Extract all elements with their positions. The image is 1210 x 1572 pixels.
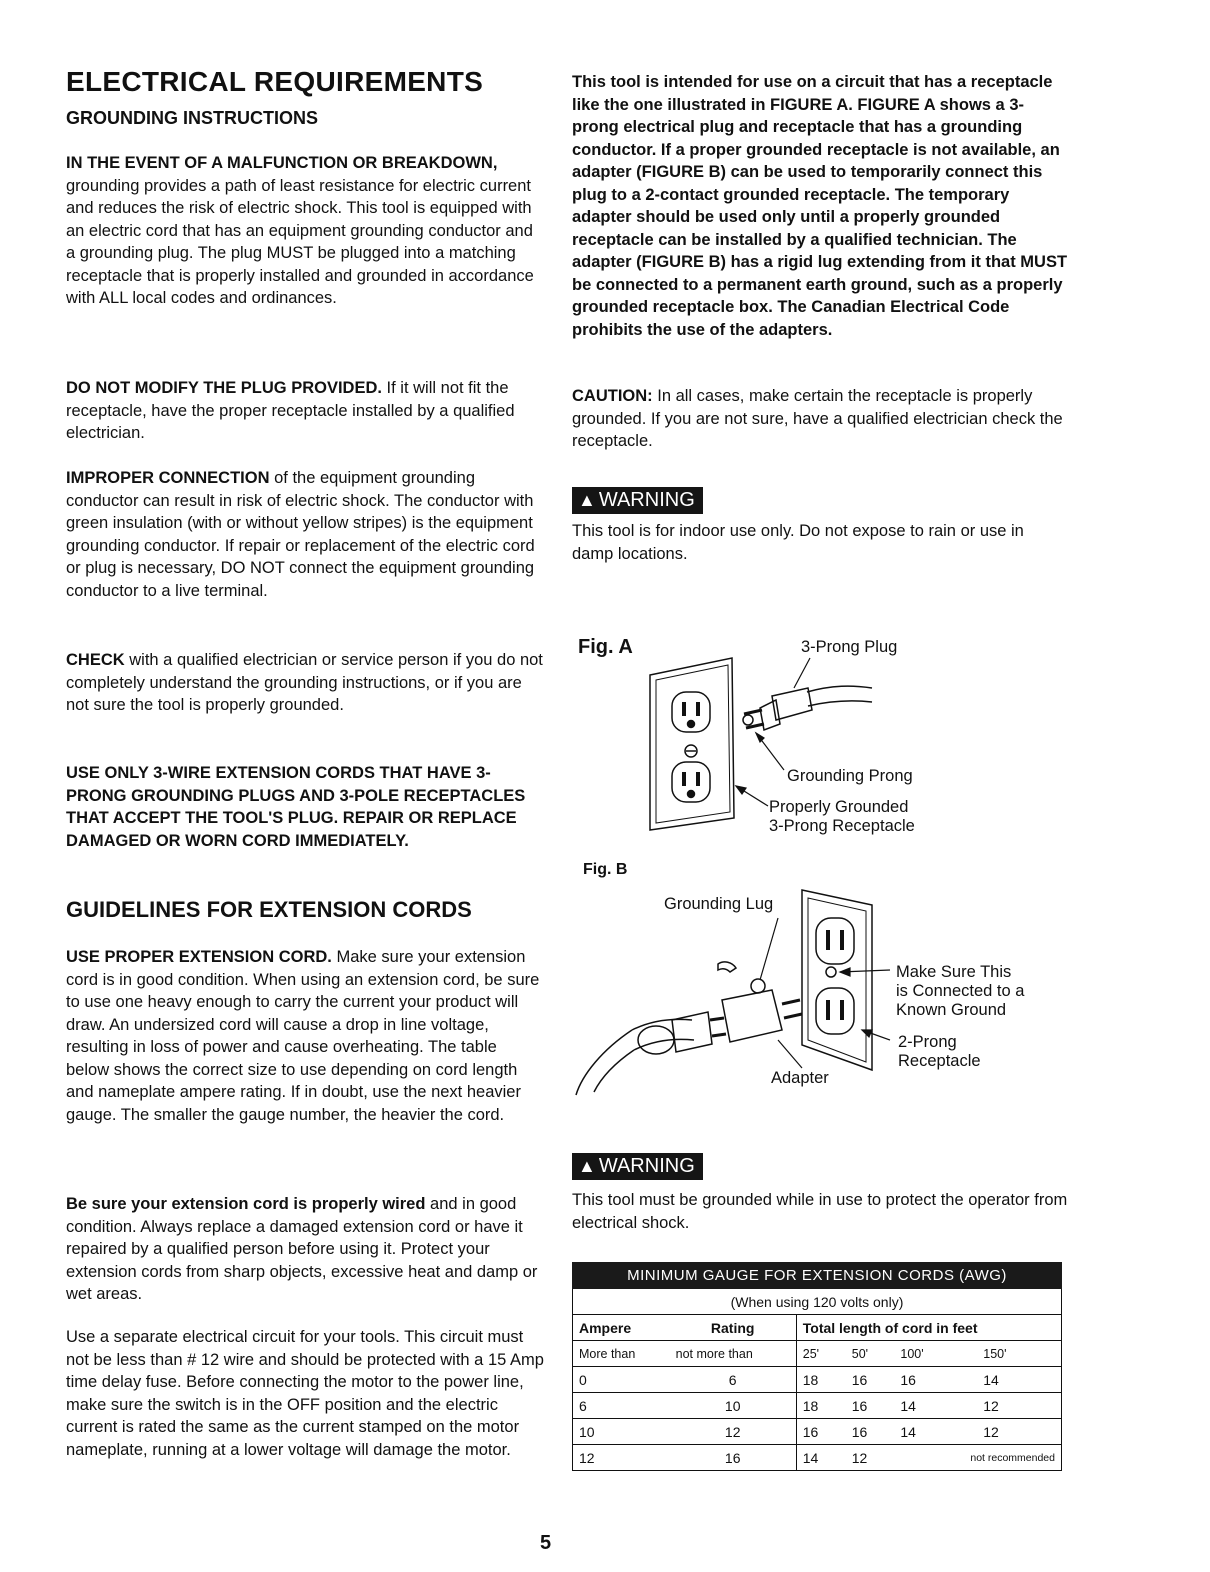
warning-badge-2	[572, 1153, 703, 1180]
malfunction-lead: IN THE EVENT OF A MALFUNCTION OR BREAKDOWN,	[66, 154, 498, 172]
modify-plug-paragraph	[66, 377, 544, 445]
cell-more: 12	[573, 1445, 670, 1471]
warning-label-2: WARNING	[598, 1155, 695, 1177]
two-prong-callout-line2: Receptacle	[898, 1052, 981, 1070]
grounding-prong-callout: Grounding Prong	[787, 767, 913, 785]
header-not-more-than: not more than	[670, 1341, 797, 1367]
header-length-25: 25'	[796, 1341, 846, 1367]
malfunction-text: grounding provides a path of least resistance for electric current and reduces the risk of electric shock. This tool is equipped with an electric cord that has an equipment grounding conductor and a grounding plug. The plug MUST be plugged into a matching receptacle that is properly installed and grounded in accordance with ALL local codes and ordinances.	[66, 176, 534, 307]
gauge-table	[572, 1262, 1062, 1471]
cell-gauge-150: 14	[977, 1367, 1061, 1393]
caution-text: In all cases, make certain the receptacle is properly grounded. If you are not sure, have a qualified electrician check the receptacle.	[572, 387, 1063, 450]
cell-not-more: 10	[670, 1393, 797, 1419]
check-paragraph	[66, 649, 544, 717]
improper-connection-lead: IMPROPER CONNECTION	[66, 469, 270, 487]
three-prong-receptacle-illustration	[650, 658, 734, 830]
two-prong-callout-line1: 2-Prong	[898, 1033, 957, 1051]
improper-connection-paragraph	[66, 467, 544, 602]
grounding-heading: GROUNDING INSTRUCTIONS	[66, 108, 318, 128]
check-text: with a qualified electrician or service person if you do not completely understand the grounding instructions, or if you are not sure the tool is properly grounded.	[66, 651, 543, 714]
properly-wired-paragraph	[66, 1193, 544, 1306]
header-length-150: 150'	[977, 1341, 1061, 1367]
warning-text-1: This tool is for indoor use only. Do not expose to rain or use in damp locations.	[572, 522, 1024, 563]
properly-wired-lead: Be sure your extension cord is properly wired	[66, 1195, 426, 1213]
grounding-lug-callout: Grounding Lug	[664, 895, 774, 913]
circuit-paragraph: This tool is intended for use on a circuit that has a receptacle like the one illustrated in FIGURE A. FIGURE A shows a 3-prong electrical plug and receptacle that has a grounding conductor. If a proper grounded receptacle is not available, an adapter (FIGURE B) can be used to temporarily connect this plug to a 2-contact grounded receptacle. The temporary adapter should be used only until a properly grounded receptacle can be installed by a qualified technician. The adapter (FIGURE B) has a rigid lug extending from it that MUST be connected to a permanent earth ground, such as a properly grounded receptacle box. The Canadian Electrical Code prohibits the use of the adapters.	[572, 73, 1068, 339]
table-row	[573, 1419, 1062, 1445]
caution-lead: CAUTION:	[572, 387, 653, 405]
cell-gauge-50: 16	[846, 1393, 895, 1419]
warning-text-2: This tool must be grounded while in use to protect the operator from electrical shock.	[572, 1191, 1068, 1232]
header-length-50: 50'	[846, 1341, 895, 1367]
cell-gauge-50: 12	[846, 1445, 895, 1471]
receptacle-callout-line2: 3-Prong Receptacle	[769, 817, 915, 835]
cell-not-more: 16	[670, 1445, 797, 1471]
table-row	[573, 1393, 1062, 1419]
cell-gauge-25: 14	[796, 1445, 846, 1471]
three-prong-plug-illustration	[743, 686, 872, 730]
cell-gauge-100: 16	[894, 1367, 977, 1393]
cell-more: 0	[573, 1367, 670, 1393]
plug-cord-illustration	[576, 1012, 726, 1095]
caution-paragraph	[572, 385, 1068, 453]
header-more-than: More than	[573, 1341, 670, 1367]
warning-badge-1	[572, 487, 703, 514]
header-rating: Rating	[670, 1315, 797, 1341]
connect-callout-line1: Make Sure This	[896, 963, 1012, 981]
two-prong-receptacle-illustration	[802, 890, 872, 1070]
cell-more: 6	[573, 1393, 670, 1419]
cell-gauge-150: 12	[977, 1393, 1061, 1419]
malfunction-paragraph	[66, 152, 544, 310]
improper-connection-text: of the equipment grounding conductor can result in risk of electric shock. The conductor with green insulation (with or without yellow stripes) is the equipment grounding conductor. If repair or replacement of the electric cord or plug is necessary, DO NOT connect the equipment grounding conductor to a live terminal.	[66, 469, 535, 600]
fig-b-label: Fig. B	[583, 861, 628, 878]
connect-callout-line3: Known Ground	[896, 1001, 1007, 1019]
three-prong-plug-callout: 3-Prong Plug	[801, 638, 898, 656]
adapter-illustration	[718, 962, 802, 1042]
table-row	[573, 1445, 1062, 1471]
warning-label-1: WARNING	[598, 489, 695, 511]
cell-gauge-100: 14	[894, 1419, 977, 1445]
proper-cord-paragraph	[66, 946, 544, 1126]
cell-gauge-150: 12	[977, 1419, 1061, 1445]
cell-gauge-25: 16	[796, 1419, 846, 1445]
header-ampere: Ampere	[573, 1315, 670, 1341]
adapter-callout: Adapter	[771, 1069, 829, 1087]
extension-cords-heading: GUIDELINES FOR EXTENSION CORDS	[66, 897, 472, 922]
cell-gauge-25: 18	[796, 1393, 846, 1419]
warning-triangle-icon: ▲	[578, 490, 596, 510]
cell-not-recommended: not recommended	[894, 1445, 1061, 1471]
page-title: ELECTRICAL REQUIREMENTS	[66, 66, 484, 97]
cell-more: 10	[573, 1419, 670, 1445]
three-wire-paragraph: USE ONLY 3-WIRE EXTENSION CORDS THAT HAVE 3-PRONG GROUNDING PLUGS AND 3-POLE RECEPTACLES THAT ACCEPT THE TOOL'S PLUG. REPAIR OR REPLACE DAMAGED OR WORN CORD IMMEDIATELY.	[66, 764, 526, 850]
cell-gauge-100: 14	[894, 1393, 977, 1419]
proper-cord-text: Make sure your extension cord is in good condition. When using an extension cord, be sure to use one heavy enough to carry the current your product will draw. An undersized cord will cause a drop in line voltage, resulting in loss of power and cause overheating. The table below shows the correct size to use depending on cord length and nameplate ampere rating. If in doubt, use the next heavier gauge. The smaller the gauge number, the heavier the cord.	[66, 948, 540, 1124]
proper-cord-lead: USE PROPER EXTENSION CORD.	[66, 948, 332, 966]
cell-gauge-50: 16	[846, 1419, 895, 1445]
table-subtitle: (When using 120 volts only)	[573, 1289, 1062, 1315]
cell-gauge-50: 16	[846, 1367, 895, 1393]
receptacle-callout-line1: Properly Grounded	[769, 798, 909, 816]
cell-gauge-25: 18	[796, 1367, 846, 1393]
fig-a-label: Fig. A	[578, 636, 633, 658]
separate-circuit-paragraph: Use a separate electrical circuit for your tools. This circuit must not be less than # 12 wire and should be protected with a 15 Amp time delay fuse. Before connecting the motor to the power line, make sure the switch is in the OFF position and the electric current is rated the same as the current stamped on the motor nameplate, running at a lower voltage will damage the motor.	[66, 1328, 544, 1459]
cell-not-more: 12	[670, 1419, 797, 1445]
warning-triangle-icon: ▲	[578, 1156, 596, 1176]
connect-callout-line2: is Connected to a	[896, 982, 1025, 1000]
properly-wired-text: and in good condition. Always replace a damaged extension cord or have it repaired by a qualified person before using it. Protect your extension cords from sharp objects, excessive heat and damp or wet areas.	[66, 1195, 538, 1303]
header-total-length: Total length of cord in feet	[796, 1315, 1061, 1341]
table-title: MINIMUM GAUGE FOR EXTENSION CORDS (AWG)	[573, 1263, 1062, 1289]
check-lead: CHECK	[66, 651, 125, 669]
table-row	[573, 1367, 1062, 1393]
modify-plug-text: If it will not fit the receptacle, have the proper receptacle installed by a qualified electrician.	[66, 379, 515, 442]
cell-not-more: 6	[670, 1367, 797, 1393]
header-length-100: 100'	[894, 1341, 977, 1367]
page-number: 5	[540, 1532, 552, 1554]
modify-plug-lead: DO NOT MODIFY THE PLUG PROVIDED.	[66, 379, 382, 397]
